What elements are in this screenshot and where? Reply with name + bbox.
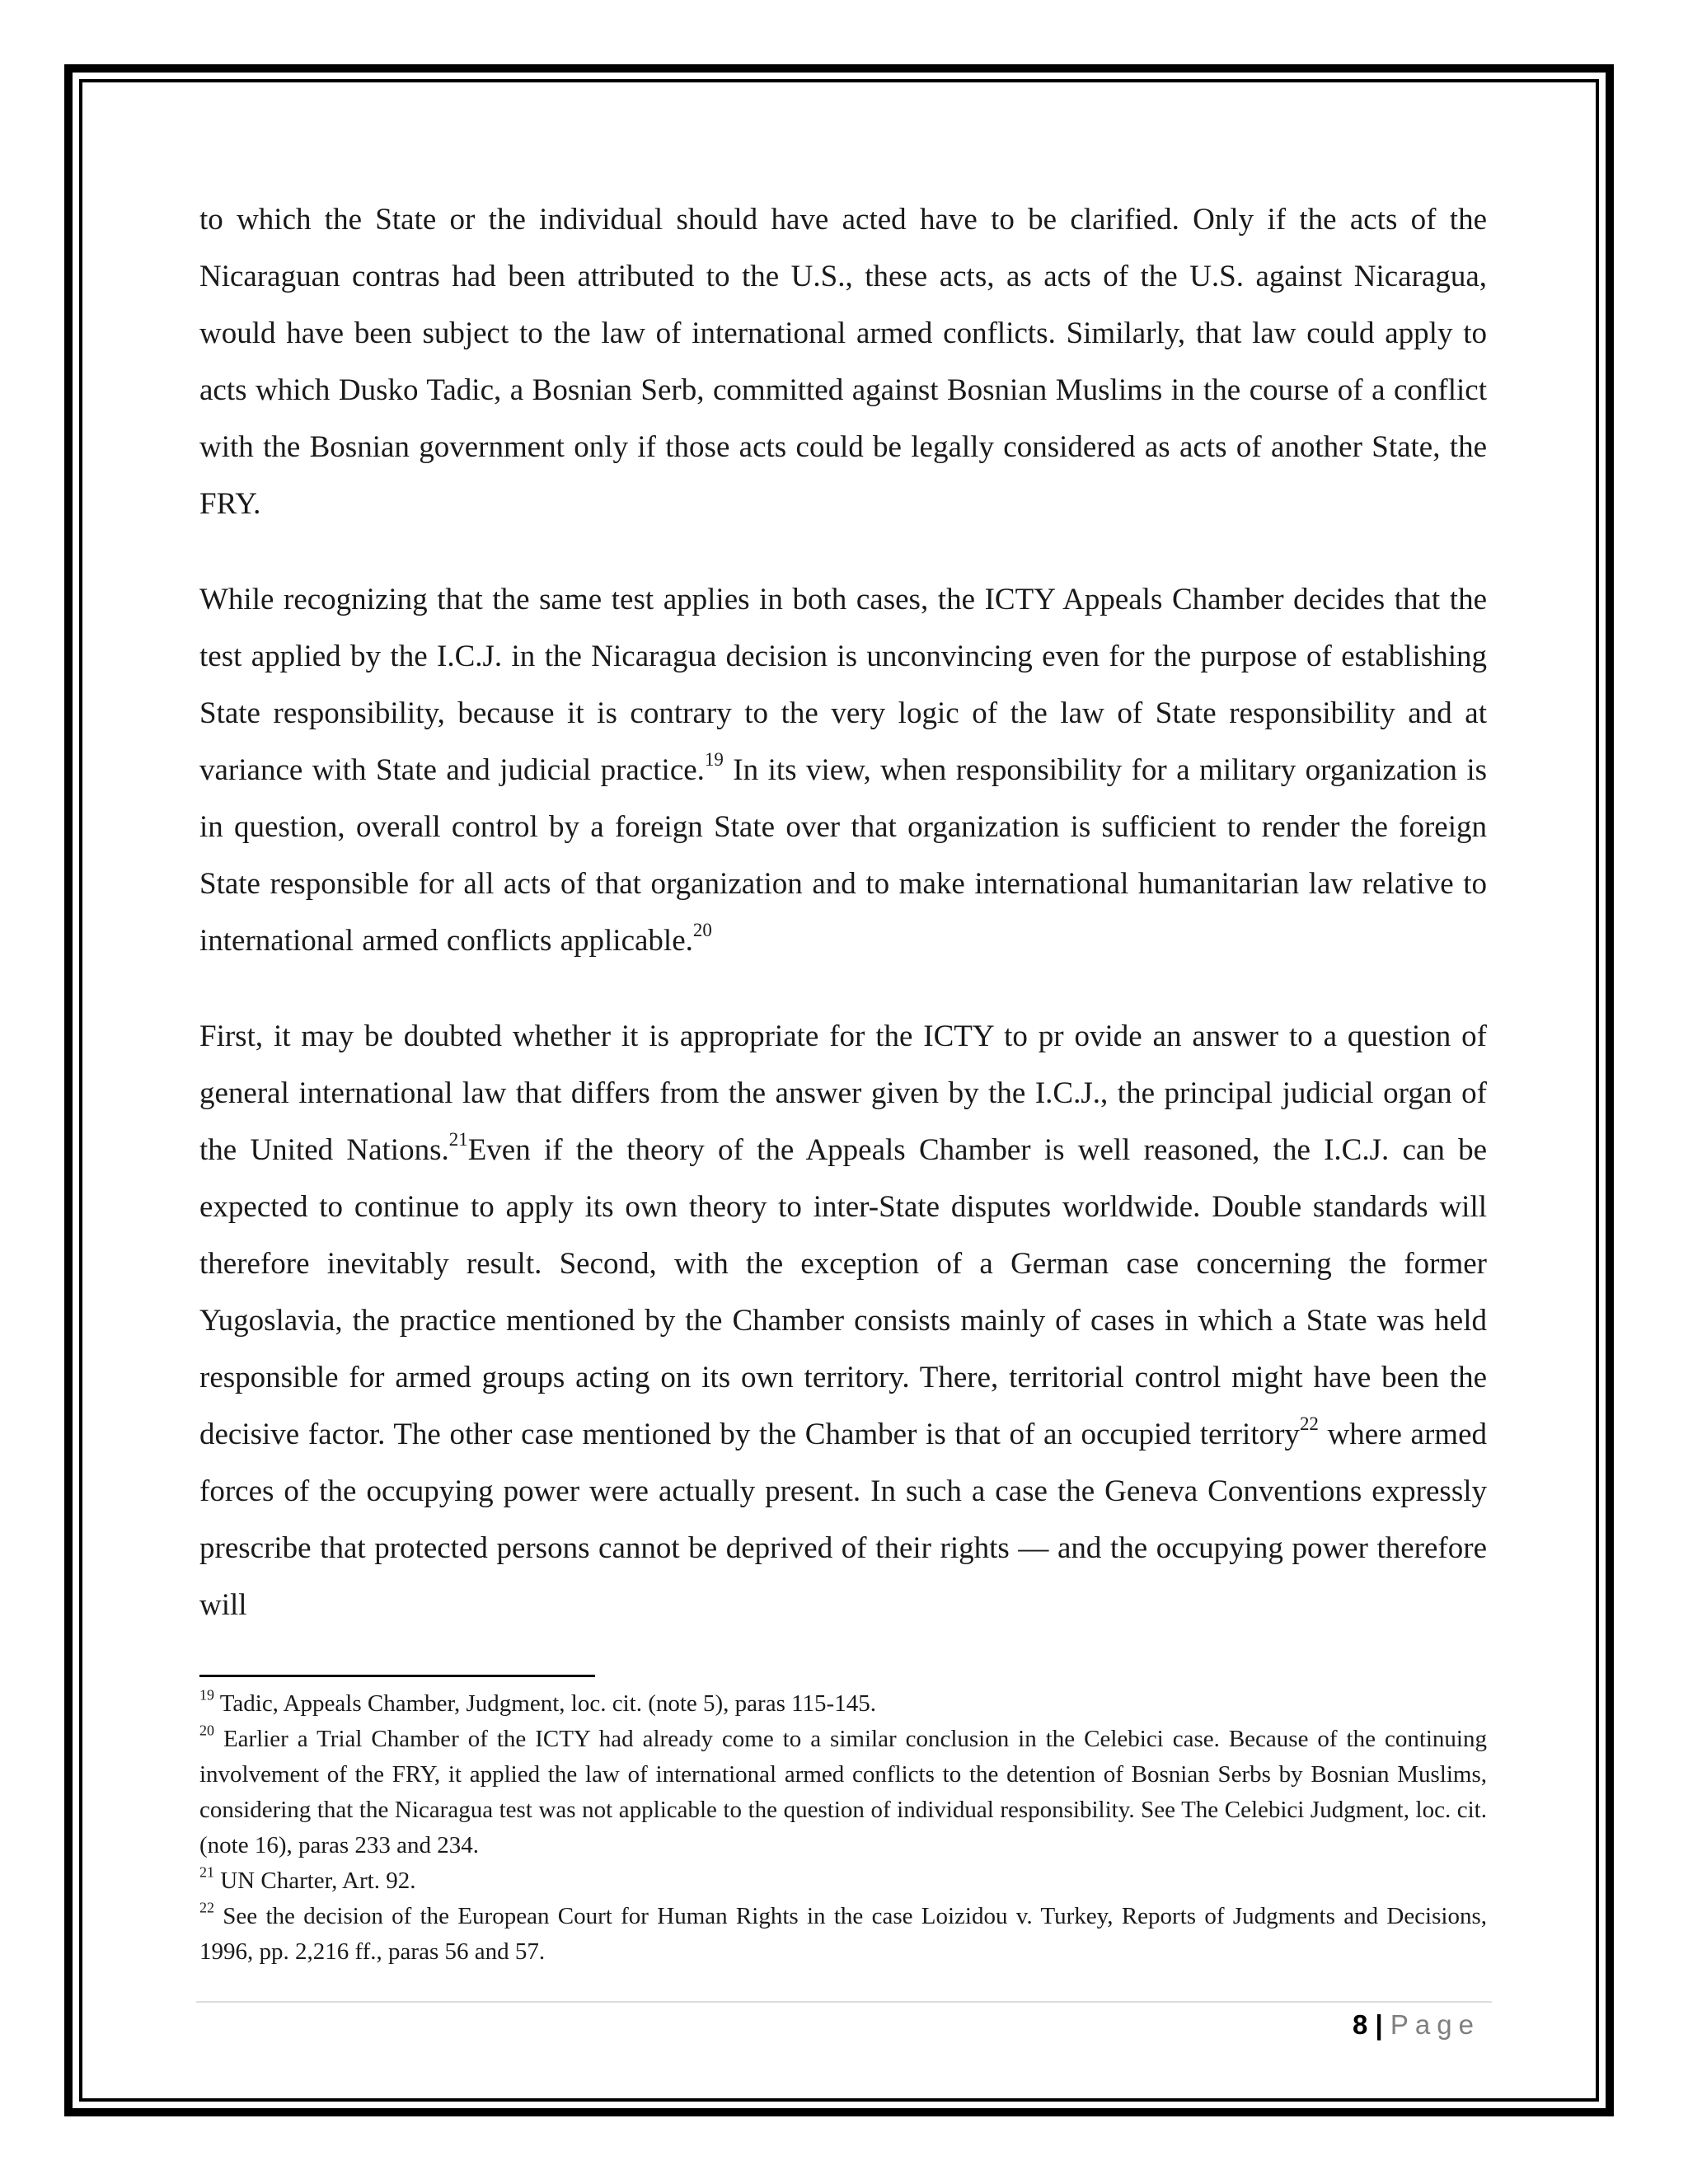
paragraph-1-text: to which the State or the individual should have acted have to be clarified. Only if the acts of the Nicaraguan contras had been attributed to the U.S., these acts, as acts of the U.S. against Nicaragua, would have been subject to the law of international armed conflicts. Similarly, that law could apply to acts which Dusko Tadic, a Bosnian Serb, committed against Bosnian Muslims in the course of a conflict with the Bosnian government only if those acts could be legally considered as acts of another State, the FRY.: [199, 203, 1487, 521]
footnotes: [199, 1686, 1487, 1970]
footnote-ref-22[interactable]: 22: [1299, 1413, 1319, 1434]
footnote-text: Earlier a Trial Chamber of the ICTY had already come to a similar conclusion in the Celebici case. Because of the continuing involvement of the FRY, it applied the law of international armed conflicts to the detention of Bosnian Serbs by Bosnian Muslims, considering that the Nicaragua test was not applicable to the question of individual responsibility. See The Celebici Judgment, loc. cit. (note 16), paras 233 and 234.: [199, 1726, 1487, 1858]
paragraph-2-text-a: While recognizing that the same test applies in both cases, the ICTY Appeals Chamber decides that the test applied by the I.C.J. in the Nicaragua decision is unconvincing even for the purpose of establishing State responsibility, because it is contrary to the very logic of the law of State responsibility and at variance with State and judicial practice.: [199, 583, 1487, 787]
page-label: Page: [1390, 2009, 1480, 2040]
paragraph-3: [199, 1008, 1487, 1633]
footnote-separator: [199, 1675, 595, 1677]
footnote-number: 20: [199, 1722, 214, 1739]
footnote-text: Tadic, Appeals Chamber, Judgment, loc. cit. (note 5), paras 115-145.: [213, 1690, 876, 1717]
footnote-ref-21[interactable]: 21: [448, 1128, 468, 1150]
footnote-ref-19[interactable]: 19: [704, 748, 724, 770]
footnote-19: [199, 1686, 1487, 1722]
footnote-number: 21: [199, 1863, 214, 1881]
footnote-text: UN Charter, Art. 92.: [213, 1868, 416, 1894]
paragraph-2: [199, 571, 1487, 969]
footnote-20: [199, 1722, 1487, 1863]
footnote-number: 22: [199, 1899, 214, 1916]
footnote-ref-20[interactable]: 20: [692, 919, 712, 940]
page-separator: |: [1375, 2009, 1383, 2040]
page-footer: [1353, 2004, 1480, 2046]
footnote-22: [199, 1899, 1487, 1970]
paragraph-3-text-b: Even if the theory of the Appeals Chamber is well reasoned, the I.C.J. can be expected to continue to apply its own theory to inter-State disputes worldwide. Double standards will therefore inevitably result. Second, with the exception of a German case concerning the former Yugoslavia, the practice mentioned by the Chamber consists mainly of cases in which a State was held responsible for armed groups acting on its own territory. There, territorial control might have been the decisive factor. The other case mentioned by the Chamber is that of an occupied territory: [199, 1133, 1488, 1451]
paragraph-3-text-c: where armed forces of the occupying power were actually present. In such a case the Geneva Conventions expressly prescribe that protected persons cannot be deprived of their rights — and the occupying power therefore will: [199, 1418, 1487, 1622]
footer-divider: [196, 2001, 1492, 2003]
footnote-number: 19: [199, 1686, 214, 1704]
paragraph-3-text-a: First, it may be doubted whether it is appropriate for the ICTY to pr ovide an answer to a question of general international law that differs from the answer given by the I.C.J., the principal judicial organ of the United Nations.: [199, 1019, 1487, 1167]
page-number: 8: [1352, 2009, 1368, 2040]
paragraph-2-text-b: In its view, when responsibility for a military organization is in question, overall control by a foreign State over that organization is sufficient to render the foreign State responsible for all acts of that organization and to make international humanitarian law relative to international armed conflicts applicable.: [199, 753, 1487, 958]
footnote-text: See the decision of the European Court for Human Rights in the case Loizidou v. Turkey, Reports of Judgments and Decisions, 1996, pp. 2,216 ff., paras 56 and 57.: [199, 1903, 1487, 1965]
footnote-21: [199, 1863, 1487, 1899]
paragraph-1: [199, 191, 1487, 532]
body-text: [199, 191, 1487, 1672]
